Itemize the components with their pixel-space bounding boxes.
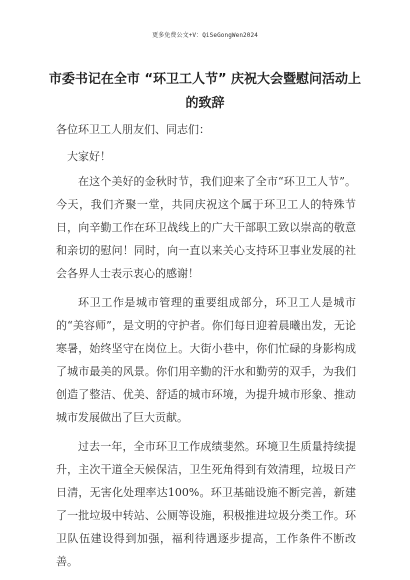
- greeting: 大家好！: [67, 150, 111, 163]
- page-title: [40, 68, 370, 116]
- salutation: 各位环卫工人朋友们、同志们：: [56, 123, 210, 136]
- paragraph-2: 环卫工作是城市管理的重要组成部分，环卫工人是城市的“美容师”，是文明的守护者。你们每日迎着晨曦出发，无论寒暑，始终坚守在岗位上。大街小巷中，你们忙碌的身影构成了城市最美的风景。你们用辛勤的汗水和勤劳的双手，为我们创造了整洁、优美、舒适的城市环境，为提升城市形象、推动城市发展做出了巨大贡献。: [56, 296, 356, 424]
- title-line-2: 的致辞: [185, 96, 225, 111]
- title-line-1: 市委书记在全市 “环卫工人节” 庆祝大会暨慰问活动上: [48, 72, 362, 87]
- paragraph-3: 过去一年，全市环卫工作成绩斐然。环境卫生质量持续提升，主次干道全天候保洁，卫生死角得到有效清理，垃圾日产日清，无害化处理率达100%。环卫基础设施不断完善，新建了一批垃圾中转站、公厕等设施，积极推进垃圾分类工作。环卫队伍建设得到加强，福利待遇逐步提高，工作条件不断改善。: [56, 440, 356, 568]
- paragraph-1: 在这个美好的金秋时节，我们迎来了全市“环卫工人节”。今天，我们齐聚一堂，共同庆祝这个属于环卫工人的特殊节日，向辛勤工作在环卫战线上的广大干部职工致以崇高的敬意和亲切的慰问！同时，向一直以来关心支持环卫事业发展的社会各界人士表示衷心的感谢！: [56, 175, 356, 280]
- header-note: 更多免费公文+V：QiSeGongWen2024: [152, 32, 258, 39]
- document-body: [56, 118, 356, 579]
